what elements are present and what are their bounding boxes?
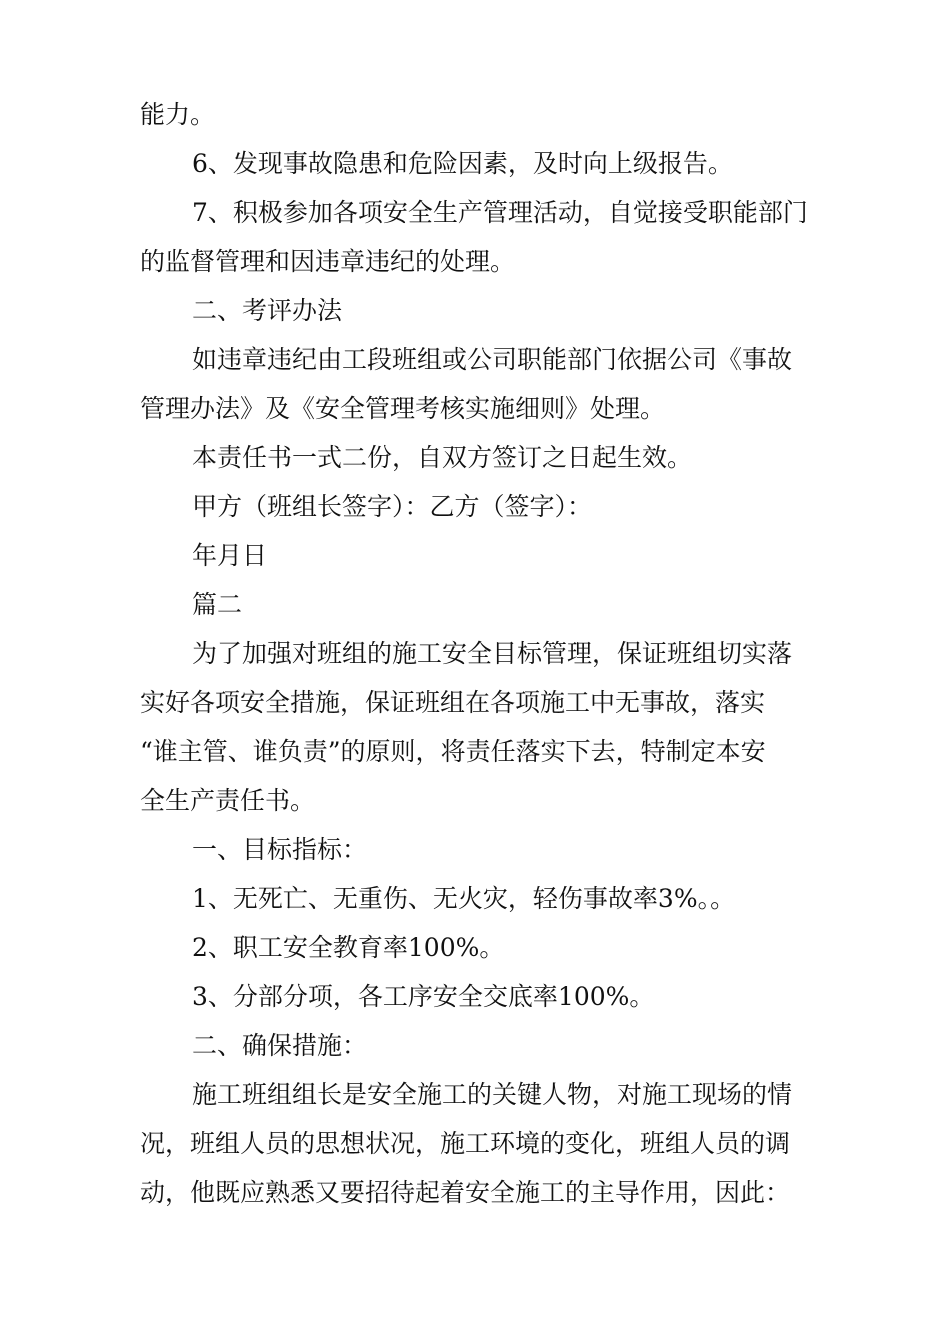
text-line-4: 的监督管理和因违章违纪的处理。 — [140, 247, 516, 276]
text-line-12: 为了加强对班组的施工安全目标管理，保证班组切实落 — [192, 639, 793, 668]
text-line-14: “谁主管、谁负责”的原则，将责任落实下去，特制定本安 — [140, 737, 766, 766]
target-item-1: 1、无死亡、无重伤、无火灾，轻伤事故率3%。。 — [192, 884, 736, 913]
text-line-23: 动，他既应熟悉又要招待起着安全施工的主导作用，因此： — [140, 1178, 791, 1207]
text-line-21: 施工班组组长是安全施工的关键人物，对施工现场的情 — [192, 1080, 793, 1109]
signature-line: 甲方（班组长签字）：乙方（签字）： — [192, 492, 593, 521]
text-line-6: 如违章违纪由工段班组或公司职能部门依据公司《事故 — [192, 345, 793, 374]
section-heading-targets: 一、目标指标： — [192, 835, 368, 864]
text-line-8: 本责任书一式二份，自双方签订之日起生效。 — [192, 443, 693, 472]
section-heading-evaluation: 二、考评办法 — [192, 296, 343, 325]
text-line-7: 管理办法》及《安全管理考核实施细则》处理。 — [140, 394, 666, 423]
text-line-13: 实好各项安全措施，保证班组在各项施工中无事故，落实 — [140, 688, 766, 717]
date-line: 年月日 — [192, 541, 268, 570]
part-two-heading: 篇二 — [192, 590, 243, 619]
target-item-3: 3、分部分项，各工序安全交底率100%。 — [192, 982, 655, 1011]
text-line-1: 能力。 — [140, 100, 216, 129]
text-line-15: 全生产责任书。 — [140, 786, 316, 815]
document-body — [140, 90, 810, 1217]
text-line-3: 7、积极参加各项安全生产管理活动，自觉接受职能部门 — [192, 198, 808, 227]
section-heading-measures: 二、确保措施： — [192, 1031, 368, 1060]
text-line-22: 况，班组人员的思想状况，施工环境的变化，班组人员的调 — [140, 1129, 791, 1158]
text-line-2: 6、发现事故隐患和危险因素，及时向上级报告。 — [192, 149, 733, 178]
target-item-2: 2、职工安全教育率100%。 — [192, 933, 505, 962]
